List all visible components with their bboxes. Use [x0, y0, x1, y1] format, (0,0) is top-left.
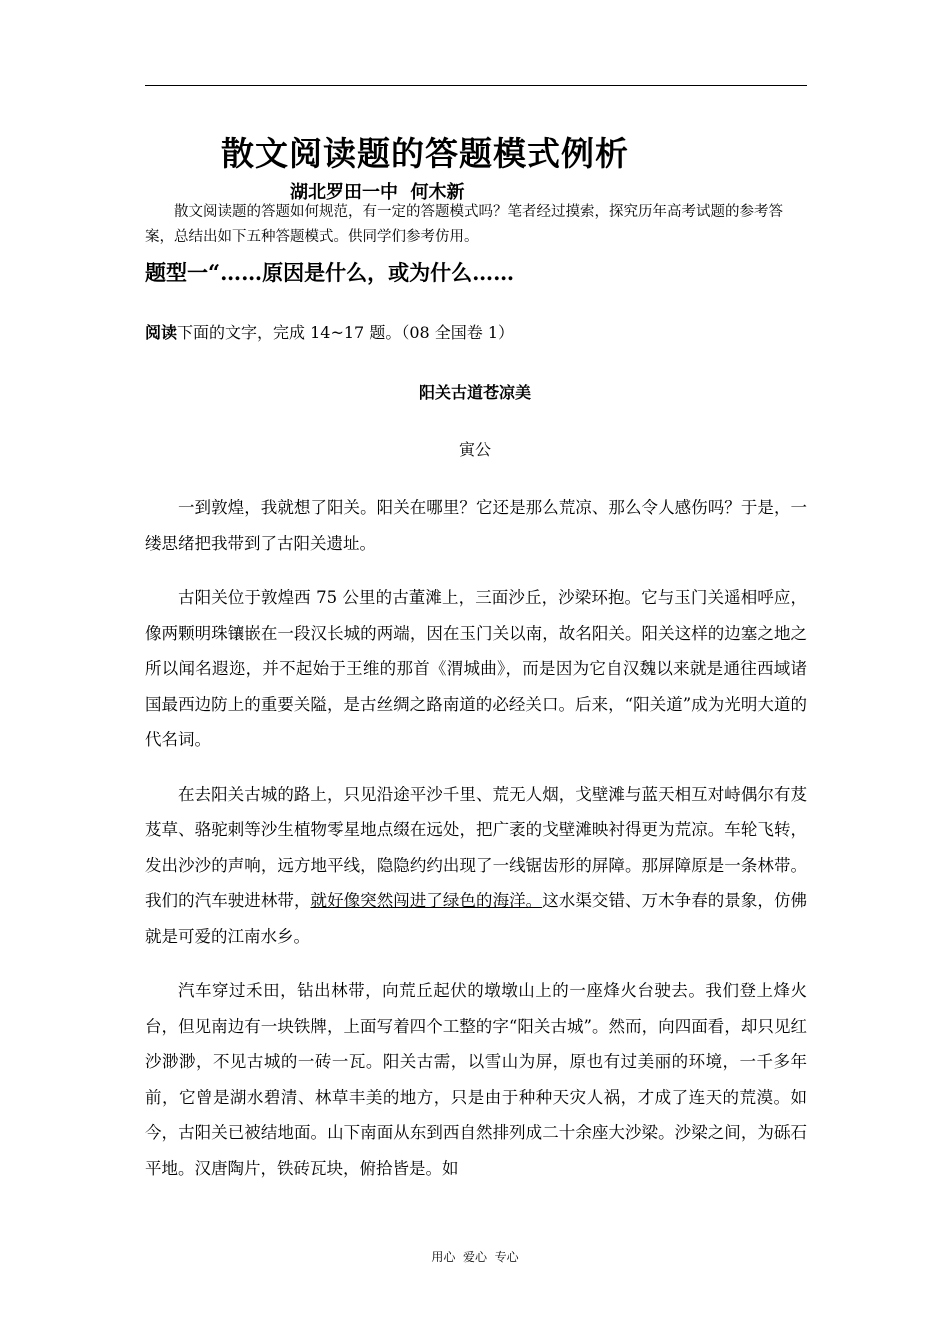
article-paragraph-4: 汽车穿过禾田，钻出林带，向荒丘起伏的墩墩山上的一座烽火台驶去。我们登上烽火台，但见南边有一块铁牌，上面写着四个工整的字“阳关古城”。然而，向四面看，却只见红沙渺渺，不见古城的一砖一瓦。阳关古需，以雪山为屏，原也有过美丽的环境，一千多年前，它曾是湖水碧清、林草丰美的地方，只是由于种种天灾人祸，才成了连天的荒漠。如今，古阳关已被结地面。山下南面从东到西自然排列成二十余座大沙梁。沙梁之间，为砾石平地。汉唐陶片，铁砖瓦块，俯拾皆是。如: [145, 981, 807, 1178]
document-title: 散文阅读题的答题模式例析: [221, 134, 629, 173]
instruction-text: 下面的文字，完成 14~17 题。（08 全国卷 1）: [177, 323, 515, 342]
article-paragraph-3: [145, 777, 807, 955]
page-footer: 用心 爱心 专心: [431, 1250, 519, 1264]
paragraph-3-text-b: 这水渠交错、万木争春的景象，仿佛就是可爱的江南水乡。: [145, 891, 808, 946]
article-title: 阳关古道苍凉美: [418, 383, 531, 402]
article-paragraph-1: 一到敦煌，我就想了阳关。阳关在哪里？它还是那么荒凉、那么令人感伤吗？于是，一缕思绪把我带到了古阳关遗址。: [145, 498, 807, 553]
article-paragraph-2: 古阳关位于敦煌西 75 公里的古董滩上，三面沙丘，沙梁环抱。它与玉门关遥相呼应，像两颗明珠镶嵌在一段汉长城的两端，因在玉门关以南，故名阳关。阳关这样的边塞之地之所以闻名遐迩，并不起始于王维的那首《渭城曲》，而是因为它自汉魏以来就是通往西域诸国最西边防上的重要关隘，是古丝绸之路南道的必经关口。后来，“阳关道”成为光明大道的代名词。: [145, 588, 807, 749]
article-author: 寅公: [458, 440, 491, 459]
article-body: [145, 490, 807, 1205]
intro-paragraph: 散文阅读题的答题如何规范，有一定的答题模式吗？笔者经过摸索，探究历年高考试题的参考答案，总结出如下五种答题模式。供同学们参考仿用。: [145, 204, 783, 245]
underlined-sentence: 就好像突然闯进了绿色的海洋。: [310, 891, 543, 910]
instruction-bold: 阅读: [145, 323, 178, 342]
paragraph-3-text-a: 在去阳关古城的路上，只见沿途平沙千里、荒无人烟，戈壁滩与蓝天相互对峙偶尔有芨芨草、骆驼刺等沙生植物零星地点缀在远处，把广袤的戈壁滩映衬得更为荒凉。车轮飞转，发出沙沙的声响，远方地平线，隐隐约约出现了一线锯齿形的屏障。那屏障原是一条林带。我们的汽车驶进林带，: [145, 784, 807, 910]
header-rule: [145, 85, 807, 86]
section-heading: 题型一“……原因是什么，或为什么……: [145, 260, 515, 285]
instruction-line: [145, 320, 514, 343]
document-author: 湖北罗田一中 何木新: [290, 182, 465, 203]
